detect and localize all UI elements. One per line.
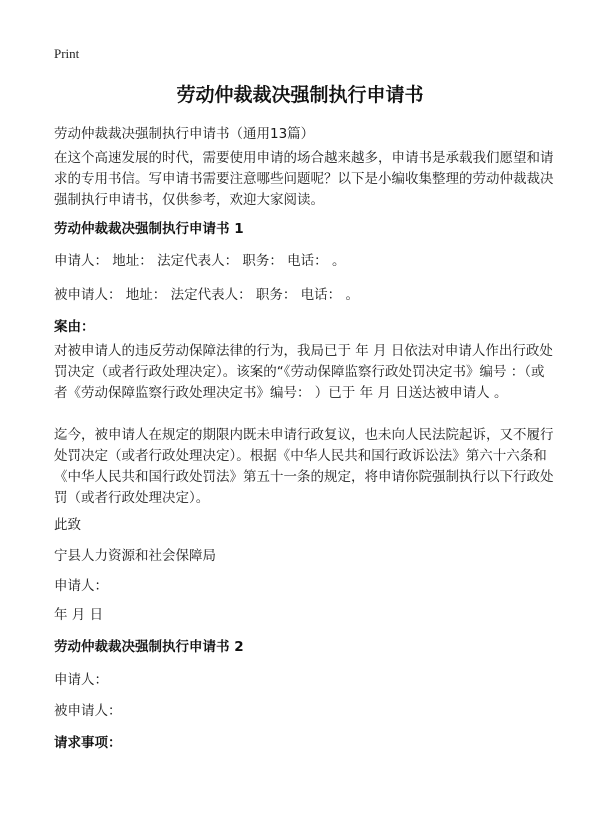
intro-paragraph: 在这个高速发展的时代，需要使用申请的场合越来越多，申请书是承载我们愿望和请求的专用书信。写申请书需要注意哪些问题呢？以下是小编收集整理的劳动仲裁裁决强制执行申请书，仅供参考，欢迎大家阅读。 [54, 150, 554, 208]
print-label[interactable]: Print [54, 46, 80, 61]
organization-name: 宁县人力资源和社会保障局 [54, 548, 216, 564]
cause-paragraph-1: 对被申请人的违反劳动保障法律的行为，我局已于 年 月 日依法对申请人作出行政处罚决定（或者行政处理决定）。该案的“《劳动保障监察行政处罚决定书》编号 ：（或者《劳动保障监察行政处理决定书》编号： ）已于 年 月 日送达被申请人 。 [54, 343, 553, 401]
cause-paragraph-2: 迄今，被申请人在规定的期限内既未申请行政复议，也未向人民法院起诉，又不履行处罚决定（或者行政处理决定）。根据《中华人民共和国行政诉讼法》第六十六条和《中华人民共和国行政处罚法》第五十一条的规定，将申请你院强制执行以下行政处罚（或者行政处理决定）。 [54, 427, 554, 506]
section-2-request-heading: 请求事项： [54, 735, 122, 751]
document-subtitle: 劳动仲裁裁决强制执行申请书（通用13篇） [54, 126, 315, 142]
applicant-line: 申请人： 地址： 法定代表人： 职务： 电话： 。 [54, 253, 346, 269]
date-line: 年 月 日 [54, 607, 104, 623]
section-2-respondent: 被申请人： [54, 703, 122, 719]
section-1-heading: 劳动仲裁裁决强制执行申请书 1 [54, 221, 244, 237]
signature-applicant: 申请人： [54, 578, 108, 594]
salutation: 此致 [54, 517, 81, 533]
page-title: 劳动仲裁裁决强制执行申请书 [176, 84, 424, 106]
section-2-applicant: 申请人： [54, 672, 108, 688]
section-2-heading: 劳动仲裁裁决强制执行申请书 2 [54, 639, 244, 655]
cause-heading: 案由： [54, 319, 95, 335]
respondent-line: 被申请人： 地址： 法定代表人： 职务： 电话： 。 [54, 287, 359, 303]
